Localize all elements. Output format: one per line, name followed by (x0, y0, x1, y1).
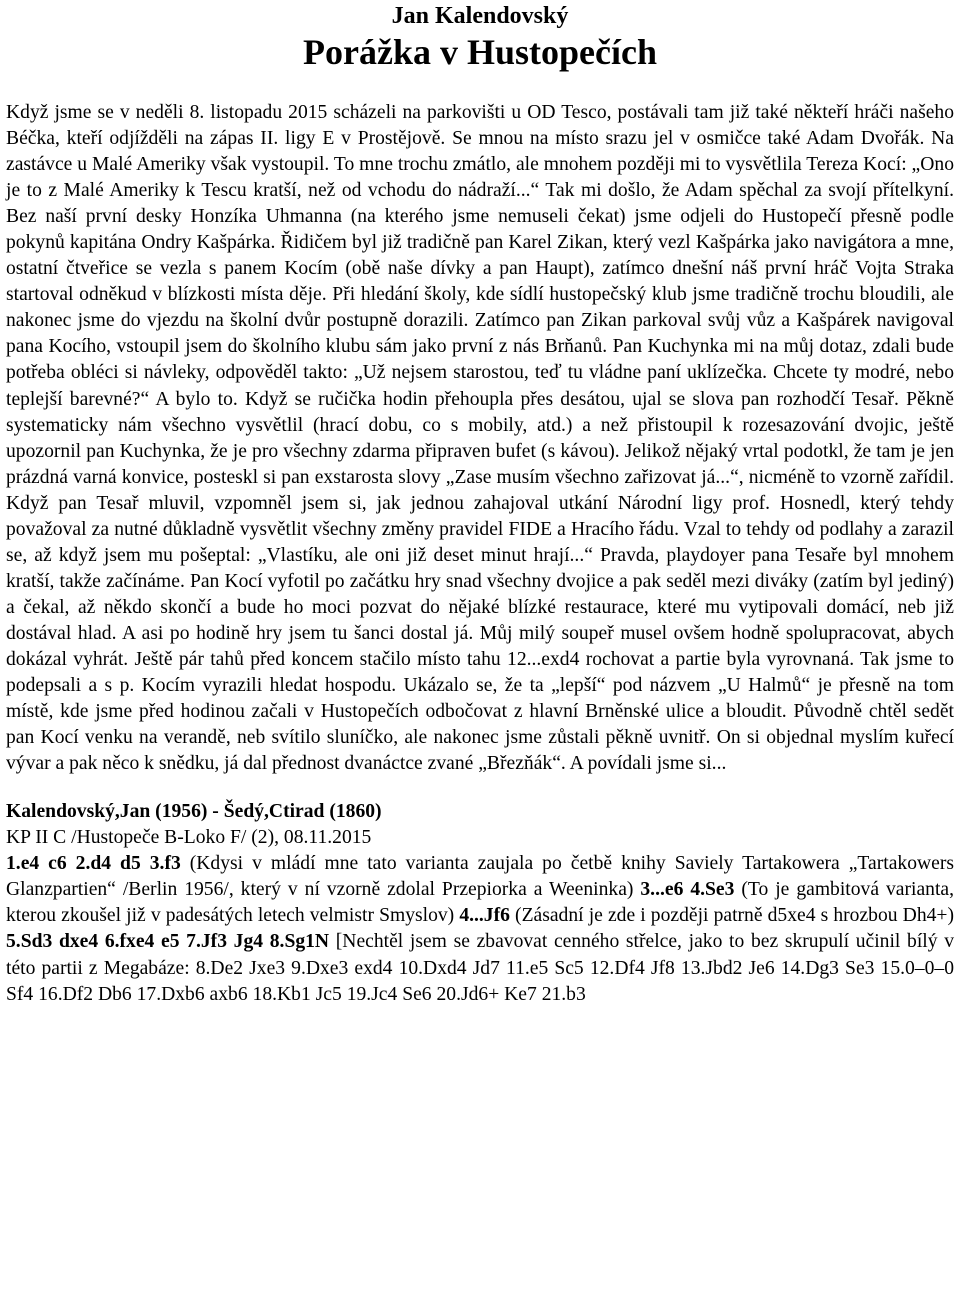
game-players: Kalendovský,Jan (1956) - Šedý,Ctirad (1860) (6, 801, 382, 823)
move-segment: 3...e6 4.Se3 (640, 879, 735, 901)
game-notation (6, 851, 954, 1007)
comment-segment: (Kdysi v mládí mne tato varianta zaujala po četbě knihy Saviely Tartakowera „Tartakowers Glanzpartien“ /Berlin 1956/, který v ní vzorně zdolal Przepiorka a Weeninka) (6, 853, 954, 901)
comment-segment: (Zásadní je zde i později patrně d5xe4 s hrozbou Dh4+) (509, 905, 954, 927)
comment-segment: [Nechtěl jsem se zbavovat cenného střelce, jako to bez skrupulí učinil bílý v této partii z Megabáze: 8.De2 Jxe3 9.Dxe3 exd4 10.Dxd4 Jd7 11.e5 Sc5 12.Df4 Jf8 13.Jbd2 Je6 14.Dg3 Se3 15.0–0–0 Sf4 16.Df2 Db6 17.Dxb6 axb6 18.Kb1 Jc5 19.Jc4 Se6 20.Jd6+ Ke7 21.b3 (6, 931, 954, 1005)
author-name: Jan Kalendovský (391, 3, 569, 29)
game-header (6, 799, 954, 851)
move-segment: 5.Sd3 dxe4 6.fxe4 e5 7.Jf3 Jg4 8.Sg1N (6, 931, 330, 953)
move-segment: 1.e4 c6 2.d4 d5 3.f3 (6, 853, 181, 875)
move-segment: 4...Jf6 (459, 905, 510, 927)
comment-segment: (To je gambitová varianta, kterou zkoušel již v padesátých letech velmistr Smyslov) (6, 879, 954, 927)
game-info: KP II C /Hustopeče B-Loko F/ (2), 08.11.2015 (6, 827, 372, 849)
article-title: Porážka v Hustopečích (303, 32, 657, 72)
article-paragraph: Když jsme se v neděli 8. listopadu 2015 scházeli na parkovišti u OD Tesco, postávali tam již také někteří hráči našeho Béčka, kteří odjížděli na zápas II. ligy E v Prostějově. Se mnou na místo srazu jel v osmičce také Adam Dvořák. Na zastávce u Malé Ameriky však vystoupil. To mne trochu zmátlo, ale mnohem později mi to vysvětlila Tereza Kocí: „Ono je to z Malé Ameriky k Tescu kratší, než od vchodu do nádraží...“ Tak mi došlo, že Adam spěchal za svojí přítelkyní. Bez naší první desky Honzíka Uhmanna (na kterého jsme nemuseli čekat) jsme odjeli do Hustopečí přesně podle pokynů kapitána Ondry Kašpárka. Řidičem byl již tradičně pan Karel Zikan, který vezl Kašpárka jako navigátora a mne, ostatní čtveřice se vezla s panem Kocím (obě naše dívky a pan Haupt), zatímco dnešní náš první hráč Vojta Straka startoval odněkud v blízkosti místa děje. Při hledání školy, kde sídlí hustopečský klub jsme tradičně trochu bloudili, ale nakonec jsme do vjezdu na školní dvůr postupně dorazili. Zatímco pan Zikan parkoval svůj vůz a Kašpárek navigoval pana Kocího, vstoupil jsem do školního klubu sám jako první z nás Brňanů. Pan Kuchynka mi na můj dotaz, zdali bude potřeba obléci si návleky, odpověděl takto: „Už nejsem starostou, teď tu vládne paní uklízečka. Chcete ty modré, nebo teplejší barevné?“ A bylo to. Když se ručička hodin přehoupla přes desátou, ujal se slova pan rozhodčí Tesař. Pěkně systematicky nám všechno vysvětlil (hrací dobu, co s mobily, atd.) a než přistoupil k rozesazování dvojic, ještě upozornil pan Kuchynka, že je pro všechny zdarma připraven bufet (s kávou). Jelikož nějaký vrtal podotkl, že tam je jen prázdná varná konvice, posteskl si pan exstarosta slovy „Zase musím všechno zařizovat já...“, nicméně to vzorně zařídil. Když pan Tesař mluvil, vzpomněl jsem si, jak jednou zahajoval utkání Národní ligy prof. Hosnedl, který tehdy považoval za nutné důkladně vysvětlit všechny změny pravidel FIDE a Hracího řádu. Vzal to tehdy od podlahy a zarazil se, až když jsem mu pošeptal: „Vlastíku, ale oni již deset minut hrají...“ Pravda, playdoyer pana Tesaře byl mnohem kratší, takže začínáme. Pan Kocí vyfotil po začátku hry snad všechny dvojice a pak seděl mezi diváky (zatím byl jediný) a čekal, až někdo skončí a bude ho moci pozvat do nějaké blízké restaurace, které mu vytipovali domácí, neb již dostával hlad. A asi po hodině hry jsem tu šanci dostal já. Můj milý soupeř musel ovšem hodně spolupracovat, abych dokázal vyhrát. Ještě pár tahů před koncem stačilo místo tahu 12...exd4 rochovat a partie byla vyrovnaná. Tak jsme to podepsali a s p. Kocím vyrazili hledat hospodu. Ukázalo se, že ta „lepší“ pod názvem „U Halmů“ je přesně na tom místě, kde jsme před hodinou začali v Hustopečích odbočovat z hlavní Brněnské ulice a bloudit. Původně chtěl sedět pan Kocí venku na verandě, neb svítilo sluníčko, ale nakonec jsme zůstali pěkně uvnitř. On si objednal myslím kuřecí vývar a pak něco k snědku, já dal přednost dvanáctce zvané „Březňák“. A povídali jsme si... (6, 102, 954, 775)
